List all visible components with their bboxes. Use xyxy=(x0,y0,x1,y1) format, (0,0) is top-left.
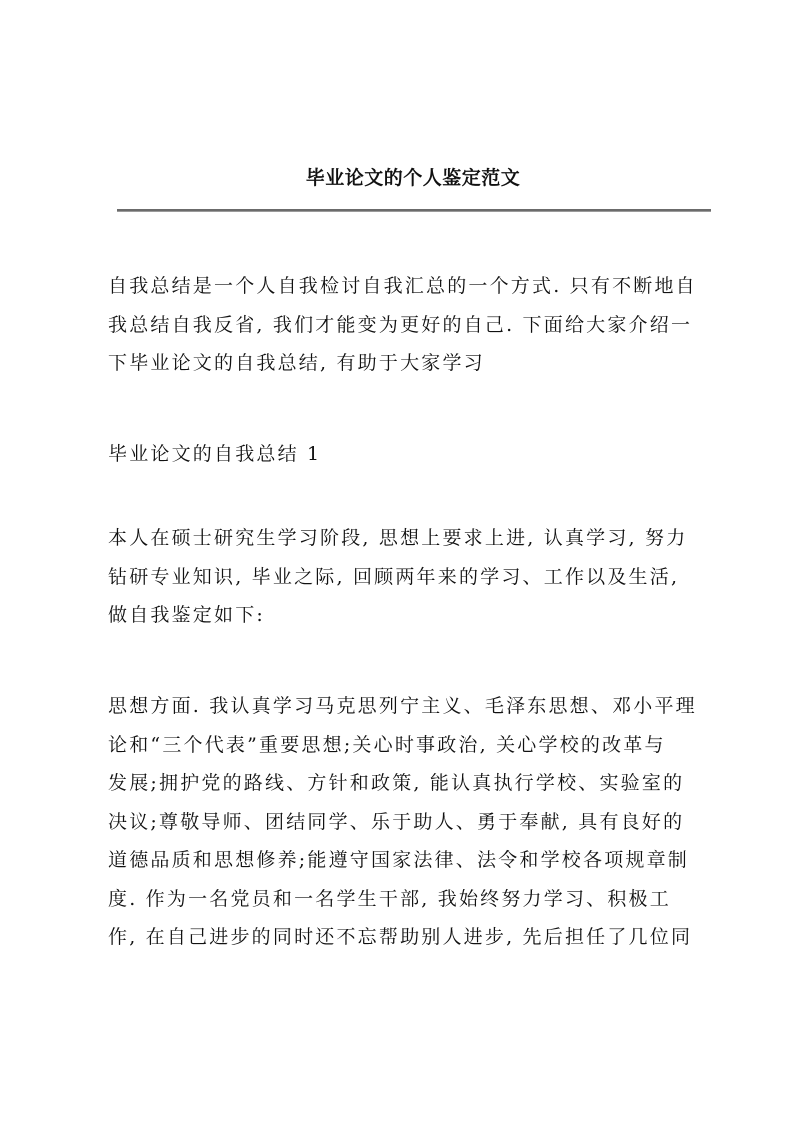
text-line: 度. 作为一名党员和一名学生干部, 我始终努力学习、积极工 xyxy=(108,887,671,910)
text-line: 道德品质和思想修养;能遵守国家法律、法令和学校各项规章制 xyxy=(108,849,690,871)
text-line: 思想方面. 我认真学习马克思列宁主义、毛泽东思想、邓小平理 xyxy=(108,695,697,717)
text-line: 我总结自我反省, 我们才能变为更好的自己. 下面给大家介绍一 xyxy=(108,313,693,336)
text-line: 下毕业论文的自我总结, 有助于大家学习 xyxy=(108,352,485,374)
text-line: 作, 在自己进步的同时还不忘帮助别人进步, 先后担任了几位同 xyxy=(108,926,693,948)
text-line: 发展;拥护党的路线、方针和政策, 能认真执行学校、实验室的 xyxy=(108,772,685,794)
text-line: 钻研专业知识, 毕业之际, 回顾两年来的学习、工作以及生活, xyxy=(108,565,680,588)
text-line: 做自我鉴定如下: xyxy=(108,604,266,626)
section-heading xyxy=(108,435,718,474)
text-line: 论和“三个代表”重要思想;关心时事政治, 关心学校的改革与 xyxy=(108,733,666,756)
text-line: 自我总结是一个人自我检讨自我汇总的一个方式. 只有不断地自 xyxy=(108,275,697,297)
body-paragraph-1 xyxy=(108,519,718,635)
body-paragraph-2 xyxy=(108,687,718,957)
section-heading-text: 毕业论文的自我总结 1 xyxy=(108,443,322,465)
text-line: 本人在硕士研究生学习阶段, 思想上要求上进, 认真学习, 努力 xyxy=(108,527,688,549)
text-line: 决议;尊敬导师、团结同学、乐于助人、勇于奉献, 具有良好的 xyxy=(108,810,685,833)
intro-paragraph xyxy=(108,267,718,383)
title-divider xyxy=(117,209,711,212)
document-title: 毕业论文的个人鉴定范文 xyxy=(305,167,521,189)
